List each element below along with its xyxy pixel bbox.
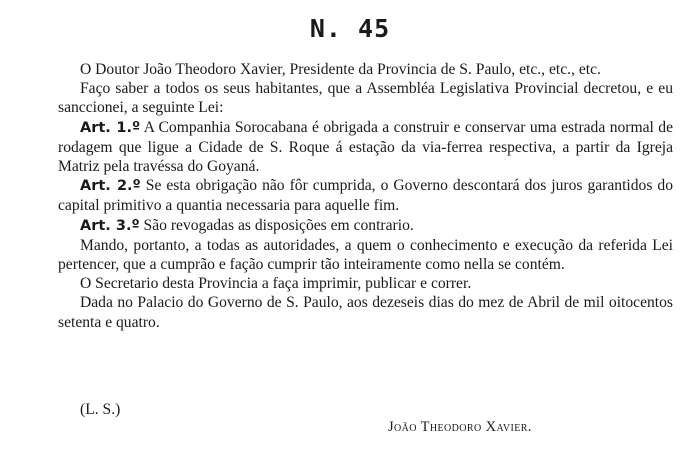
intro-paragraph: O Doutor João Theodoro Xavier, Presidente da Provincia de S. Paulo, etc., etc., etc. xyxy=(80,61,601,78)
secretary-paragraph: O Secretario desta Provincia a faça imprimir, publicar e correr. xyxy=(80,275,472,293)
given-paragraph: Dada no Palacio do Governo de S. Paulo, aos dezeseis dias do mez de Abril de mil oitocentos setenta e quatro. xyxy=(58,294,673,331)
article-3-number: Art. 3.º xyxy=(80,217,140,234)
article-3-text: São revogadas as disposições em contrario. xyxy=(143,216,414,234)
signature: João Theodoro Xavier. xyxy=(388,419,532,435)
article-1-number: Art. 1.º xyxy=(80,119,141,136)
mandate-paragraph: Mando, portanto, a todas as autoridades, a quem o conhecimento e execução da referida Lei pertencer, que a cumprão e fação cumprir tão inteiramente como nella se contém. xyxy=(58,236,673,274)
article-3 xyxy=(58,216,673,236)
law-body xyxy=(58,60,673,332)
law-number-title: N. 45 xyxy=(309,14,391,43)
decree-paragraph: Faço saber a todos os seus habitantes, que a Assembléa Legislativa Provincial decretou, e eu sanccionei, a seguinte Lei: xyxy=(58,80,673,117)
seal-mark: (L. S.) xyxy=(80,401,121,418)
article-2 xyxy=(58,176,673,215)
article-1-text: A Companhia Sorocabana é obrigada a construir e conservar uma estrada normal de rodagem que ligue a Cidade de S. Roque á estação da via-ferrea respectiva, a partir da Igreja Matriz pela travéssa do Goyaná. xyxy=(58,118,673,176)
article-2-number: Art. 2.º xyxy=(80,178,141,195)
article-2-text: Se esta obrigação não fôr cumprida, o Governo descontará dos juros garantidos do capital primitivo a quantia necessaria para aquelle fim. xyxy=(58,177,674,215)
article-1 xyxy=(58,118,673,177)
